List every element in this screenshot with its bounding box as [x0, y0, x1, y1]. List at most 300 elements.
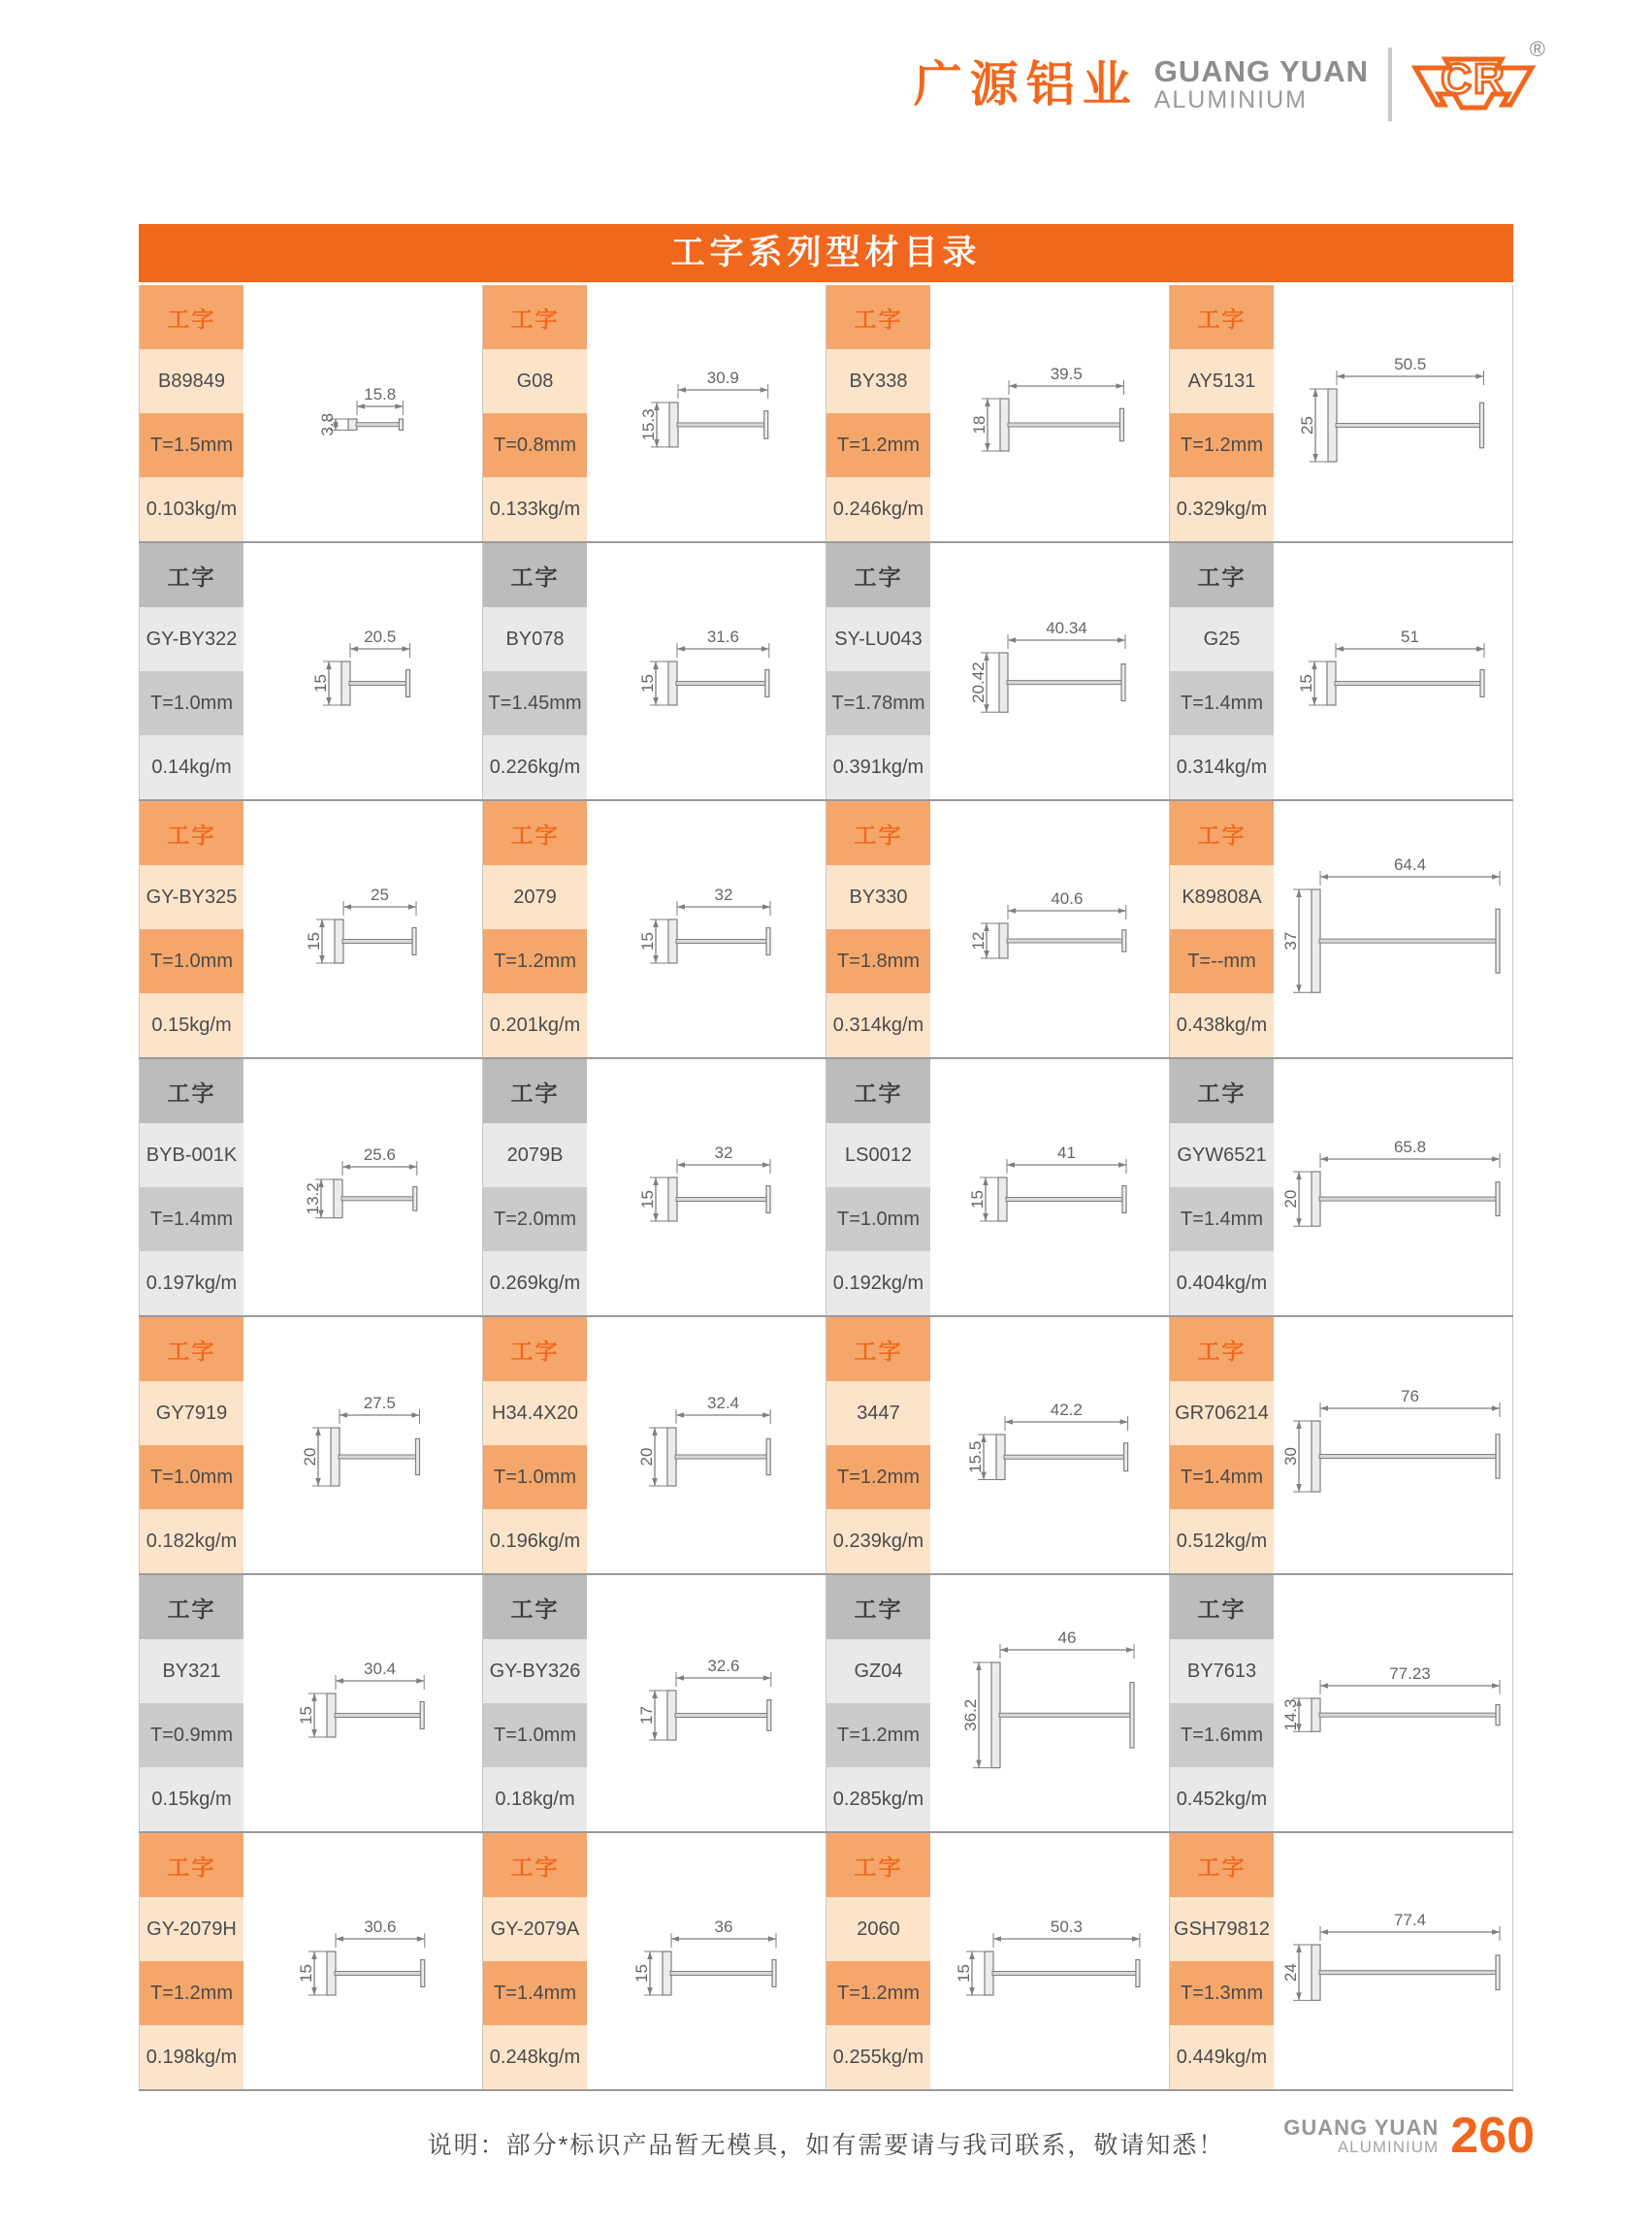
svg-text:13.2: 13.2	[304, 1182, 323, 1215]
profile-drawing	[243, 1317, 482, 1573]
product-label-column	[483, 1317, 587, 1573]
profile-drawing-svg	[963, 1146, 1136, 1229]
product-card	[139, 543, 483, 799]
category-label: 工字	[1170, 1575, 1274, 1639]
svg-text:15: 15	[1297, 673, 1315, 693]
profile-drawing	[930, 1059, 1169, 1315]
weight-label: 0.329kg/m	[1170, 477, 1274, 541]
profile-drawing	[930, 1575, 1169, 1831]
svg-text:30: 30	[1281, 1447, 1301, 1467]
catalog-title	[139, 224, 1513, 282]
weight-label: 0.246kg/m	[826, 477, 930, 541]
category-label: 工字	[826, 1059, 930, 1123]
weight-label: 0.239kg/m	[826, 1509, 930, 1573]
model-label: GY-BY325	[140, 865, 243, 929]
svg-text:17: 17	[636, 1705, 656, 1725]
profile-drawing	[930, 285, 1169, 541]
svg-text:41: 41	[1057, 1145, 1076, 1162]
product-card	[483, 801, 826, 1057]
profile-drawing-svg	[634, 371, 778, 455]
profile-drawing	[243, 801, 482, 1057]
model-label: B89849	[140, 349, 243, 413]
registered-mark: ®	[1529, 37, 1545, 61]
thickness-label: T=1.2mm	[1170, 413, 1274, 477]
profile-drawing-svg	[965, 368, 1134, 459]
weight-label: 0.438kg/m	[1170, 993, 1274, 1057]
svg-text:30.6: 30.6	[363, 1919, 397, 1936]
profile-drawing-svg	[299, 1148, 427, 1226]
thickness-label: T=1.2mm	[826, 1703, 930, 1767]
product-label-column	[826, 1059, 930, 1315]
weight-label: 0.255kg/m	[826, 2025, 930, 2089]
product-card	[1170, 1575, 1513, 1831]
category-label: 工字	[1170, 1059, 1274, 1123]
svg-text:50.5: 50.5	[1393, 357, 1427, 373]
footer-brand-block	[1283, 2108, 1535, 2164]
product-card	[1170, 1317, 1513, 1573]
weight-label: 0.314kg/m	[1170, 735, 1274, 799]
model-label: BY078	[483, 607, 587, 671]
weight-label: 0.133kg/m	[483, 477, 587, 541]
svg-text:32.4: 32.4	[706, 1397, 740, 1413]
model-label: AY5131	[1170, 349, 1274, 413]
category-label: 工字	[826, 1575, 930, 1639]
category-label: 工字	[140, 543, 243, 607]
weight-label: 0.198kg/m	[140, 2025, 243, 2089]
product-label-column	[483, 1575, 587, 1831]
weight-label: 0.226kg/m	[483, 735, 587, 799]
svg-text:31.6: 31.6	[706, 629, 740, 646]
svg-text:15: 15	[310, 673, 330, 693]
profile-drawing-svg	[950, 1920, 1150, 2003]
weight-label: 0.201kg/m	[483, 993, 587, 1057]
model-label: 3447	[826, 1381, 930, 1445]
profile-drawing-svg	[633, 1146, 780, 1229]
profile-drawing-svg	[632, 1397, 780, 1494]
profile-drawing-svg	[313, 388, 412, 437]
profile-drawing	[587, 285, 826, 541]
profile-drawing-svg	[1277, 1667, 1509, 1739]
profile-drawing	[587, 801, 826, 1057]
model-label: SY-LU043	[826, 607, 930, 671]
category-label: 工字	[483, 1317, 587, 1381]
product-card	[139, 285, 483, 541]
svg-text:15.5: 15.5	[966, 1440, 986, 1473]
category-label: 工字	[1170, 285, 1274, 349]
product-card	[1170, 543, 1513, 799]
weight-label: 0.314kg/m	[826, 993, 930, 1057]
model-label: K89808A	[1170, 865, 1274, 929]
product-card	[826, 285, 1170, 541]
svg-text:27.5: 27.5	[363, 1397, 397, 1412]
product-card	[483, 543, 826, 799]
product-card	[1170, 1059, 1513, 1315]
category-label: 工字	[483, 1575, 587, 1639]
thickness-label: T=1.4mm	[1170, 1445, 1274, 1509]
category-label: 工字	[140, 801, 243, 865]
svg-text:15: 15	[637, 1189, 657, 1209]
svg-text:65.8: 65.8	[1393, 1140, 1427, 1156]
footer-brand-line1: GUANG YUAN	[1283, 2114, 1440, 2140]
model-label: GY-2079H	[140, 1897, 243, 1961]
thickness-label: T=1.6mm	[1170, 1703, 1274, 1767]
profile-drawing	[587, 1059, 826, 1315]
weight-label: 0.248kg/m	[483, 2025, 587, 2089]
catalog-table	[139, 224, 1513, 2091]
model-label: BY338	[826, 349, 930, 413]
weight-label: 0.404kg/m	[1170, 1251, 1274, 1315]
category-label: 工字	[826, 285, 930, 349]
footer-note: 说明：部分*标识产品暂无模具，如有需要请与我司联系，敬请知悉！	[427, 2132, 1225, 2159]
category-label: 工字	[483, 801, 587, 865]
product-grid	[139, 285, 1513, 2091]
model-label: G08	[483, 349, 587, 413]
svg-text:15: 15	[968, 1189, 987, 1209]
category-label: 工字	[483, 543, 587, 607]
profile-drawing-svg	[292, 1662, 434, 1745]
product-label-column	[140, 285, 243, 541]
brand-en-line2: ALUMINIUM	[1153, 86, 1309, 114]
product-label-column	[1170, 1317, 1274, 1573]
weight-label: 0.103kg/m	[140, 477, 243, 541]
category-label: 工字	[1170, 543, 1274, 607]
product-card	[826, 543, 1170, 799]
profile-drawing-svg	[1277, 1141, 1509, 1234]
thickness-label: T=1.4mm	[483, 1961, 587, 2025]
svg-text:25.6: 25.6	[363, 1148, 397, 1165]
profile-drawing	[243, 543, 482, 799]
profile-drawing	[1274, 1833, 1512, 2089]
thickness-label: T=1.2mm	[826, 1961, 930, 2025]
svg-text:36: 36	[714, 1919, 732, 1936]
weight-label: 0.196kg/m	[483, 1509, 587, 1573]
weight-label: 0.391kg/m	[826, 735, 930, 799]
svg-text:39.5: 39.5	[1050, 368, 1084, 383]
thickness-label: T=1.4mm	[1170, 1187, 1274, 1251]
svg-text:76: 76	[1401, 1390, 1419, 1406]
profile-drawing	[243, 285, 482, 541]
product-label-column	[826, 1575, 930, 1831]
page-number: 260	[1450, 2108, 1535, 2164]
product-label-column	[1170, 543, 1274, 799]
product-card	[483, 1059, 826, 1315]
brand-divider	[1388, 48, 1392, 121]
weight-label: 0.15kg/m	[140, 993, 243, 1057]
model-label: G25	[1170, 607, 1274, 671]
product-label-column	[826, 1317, 930, 1573]
svg-text:77.4: 77.4	[1393, 1914, 1427, 1930]
cr-logo-icon	[1409, 37, 1545, 126]
svg-text:20.42: 20.42	[968, 661, 988, 704]
product-label-column	[140, 1575, 243, 1831]
category-label: 工字	[1170, 1833, 1274, 1897]
profile-drawing-svg	[1277, 1390, 1509, 1499]
svg-text:20: 20	[301, 1447, 320, 1467]
product-row	[139, 1831, 1513, 2089]
profile-drawing	[587, 1833, 826, 2089]
svg-text:32.6: 32.6	[706, 1659, 740, 1675]
weight-label: 0.512kg/m	[1170, 1509, 1274, 1573]
catalog-title-text: 工字系列型材目录	[670, 234, 982, 272]
svg-text:15: 15	[296, 1963, 315, 1983]
profile-drawing-svg	[300, 888, 426, 971]
svg-text:15.3: 15.3	[639, 408, 659, 441]
thickness-label: T=1.0mm	[483, 1445, 587, 1509]
category-label: 工字	[140, 1833, 243, 1897]
thickness-label: T=1.2mm	[826, 1445, 930, 1509]
product-label-column	[483, 801, 587, 1057]
product-card	[139, 1317, 483, 1573]
model-label: GY-BY322	[140, 607, 243, 671]
product-card	[139, 1833, 483, 2089]
product-card	[826, 1833, 1170, 2089]
profile-drawing	[1274, 1317, 1512, 1573]
product-card	[826, 801, 1170, 1057]
product-label-column	[140, 1059, 243, 1315]
profile-drawing	[1274, 285, 1512, 541]
product-row	[139, 285, 1513, 541]
thickness-label: T=1.4mm	[1170, 671, 1274, 735]
weight-label: 0.15kg/m	[140, 1767, 243, 1831]
svg-text:CR: CR	[1441, 55, 1506, 103]
thickness-label: T=0.9mm	[140, 1703, 243, 1767]
svg-text:46: 46	[1057, 1630, 1076, 1647]
thickness-label: T=1.0mm	[483, 1703, 587, 1767]
profile-drawing-svg	[296, 1397, 430, 1494]
svg-text:40.34: 40.34	[1046, 622, 1087, 638]
thickness-label: T=1.0mm	[140, 671, 243, 735]
product-card	[139, 1575, 483, 1831]
product-card	[1170, 1833, 1513, 2089]
footer-brand-text	[1283, 2116, 1439, 2156]
brand-name-chinese: 广源铝业	[913, 57, 1139, 112]
product-card	[826, 1317, 1170, 1573]
profile-drawing	[930, 543, 1169, 799]
profile-drawing-svg	[1277, 858, 1509, 1000]
product-label-column	[826, 543, 930, 799]
product-label-column	[140, 801, 243, 1057]
category-label: 工字	[140, 285, 243, 349]
weight-label: 0.285kg/m	[826, 1767, 930, 1831]
svg-text:12: 12	[968, 931, 988, 951]
thickness-label: T=--mm	[1170, 929, 1274, 993]
thickness-label: T=0.8mm	[483, 413, 587, 477]
thickness-label: T=1.2mm	[483, 929, 587, 993]
svg-text:24: 24	[1281, 1963, 1301, 1983]
weight-label: 0.197kg/m	[140, 1251, 243, 1315]
profile-drawing	[1274, 543, 1512, 799]
svg-text:64.4: 64.4	[1393, 857, 1427, 874]
profile-drawing	[1274, 1059, 1512, 1315]
product-label-column	[1170, 1059, 1274, 1315]
weight-label: 0.18kg/m	[483, 1767, 587, 1831]
product-card	[139, 1059, 483, 1315]
thickness-label: T=1.5mm	[140, 413, 243, 477]
model-label: H34.4X20	[483, 1381, 587, 1445]
model-label: GYW6521	[1170, 1123, 1274, 1187]
product-row	[139, 1315, 1513, 1573]
category-label: 工字	[826, 1833, 930, 1897]
svg-text:3.8: 3.8	[317, 413, 337, 436]
product-label-column	[1170, 285, 1274, 541]
product-row	[139, 1573, 1513, 1831]
thickness-label: T=1.78mm	[826, 671, 930, 735]
model-label: GR706214	[1170, 1381, 1274, 1445]
profile-drawing	[587, 1575, 826, 1831]
svg-text:32: 32	[714, 887, 732, 904]
product-label-column	[1170, 1575, 1274, 1831]
model-label: GSH79812	[1170, 1897, 1274, 1961]
thickness-label: T=1.45mm	[483, 671, 587, 735]
brand-en-line1: GUANG YUAN	[1153, 53, 1369, 88]
model-label: 2079B	[483, 1123, 587, 1187]
category-label: 工字	[1170, 801, 1274, 865]
weight-label: 0.14kg/m	[140, 735, 243, 799]
model-label: BY7613	[1170, 1639, 1274, 1703]
product-label-column	[826, 1833, 930, 2089]
svg-text:15: 15	[632, 1963, 651, 1983]
svg-text:51: 51	[1401, 629, 1419, 646]
svg-text:15: 15	[955, 1963, 974, 1983]
category-label: 工字	[140, 1575, 243, 1639]
model-label: BYB-001K	[140, 1123, 243, 1187]
svg-text:30.4: 30.4	[363, 1661, 397, 1678]
category-label: 工字	[826, 801, 930, 865]
svg-text:14.3: 14.3	[1281, 1698, 1301, 1731]
category-label: 工字	[483, 285, 587, 349]
profile-drawing-svg	[964, 622, 1135, 720]
product-card	[483, 1317, 826, 1573]
profile-drawing-svg	[307, 630, 420, 713]
category-label: 工字	[826, 543, 930, 607]
svg-text:25: 25	[371, 887, 389, 904]
category-label: 工字	[1170, 1317, 1274, 1381]
model-label: GY7919	[140, 1381, 243, 1445]
product-label-column	[1170, 1833, 1274, 2089]
thickness-label: T=1.0mm	[140, 1445, 243, 1509]
product-label-column	[1170, 801, 1274, 1057]
profile-drawing-svg	[632, 1660, 781, 1748]
profile-drawing	[243, 1575, 482, 1831]
product-label-column	[483, 1059, 587, 1315]
thickness-label: T=1.0mm	[826, 1187, 930, 1251]
brand-name-english	[1153, 53, 1369, 114]
product-label-column	[140, 543, 243, 799]
svg-text:20: 20	[1281, 1189, 1301, 1209]
svg-text:36.2: 36.2	[960, 1698, 980, 1731]
svg-text:20.5: 20.5	[363, 629, 397, 646]
product-card	[139, 801, 483, 1057]
product-card	[1170, 285, 1513, 541]
model-label: GY-BY326	[483, 1639, 587, 1703]
svg-text:32: 32	[714, 1145, 732, 1162]
brand-block	[913, 37, 1545, 126]
product-label-column	[826, 285, 930, 541]
category-label: 工字	[483, 1833, 587, 1897]
category-label: 工字	[483, 1059, 587, 1123]
svg-text:15: 15	[637, 931, 657, 951]
svg-text:42.2: 42.2	[1050, 1403, 1084, 1419]
profile-drawing-svg	[633, 888, 780, 971]
profile-drawing	[587, 543, 826, 799]
product-label-column	[483, 285, 587, 541]
thickness-label: T=1.4mm	[140, 1187, 243, 1251]
model-label: BY330	[826, 865, 930, 929]
product-row	[139, 1057, 1513, 1315]
svg-text:15: 15	[296, 1705, 315, 1725]
model-label: GY-2079A	[483, 1897, 587, 1961]
model-label: GZ04	[826, 1639, 930, 1703]
product-card	[826, 1059, 1170, 1315]
svg-text:40.6: 40.6	[1050, 892, 1084, 909]
profile-drawing-svg	[1277, 1914, 1509, 2008]
profile-drawing-svg	[628, 1920, 786, 2003]
profile-drawing	[1274, 801, 1512, 1057]
thickness-label: T=1.2mm	[826, 413, 930, 477]
product-card	[483, 1833, 826, 2089]
weight-label: 0.269kg/m	[483, 1251, 587, 1315]
thickness-label: T=1.0mm	[140, 929, 243, 993]
svg-text:15: 15	[305, 931, 323, 951]
svg-text:25: 25	[1297, 415, 1316, 435]
model-label: 2079	[483, 865, 587, 929]
thickness-label: T=1.8mm	[826, 929, 930, 993]
product-card	[483, 1575, 826, 1831]
svg-text:15.8: 15.8	[363, 388, 397, 404]
profile-drawing	[930, 1833, 1169, 2089]
profile-drawing-svg	[964, 892, 1136, 966]
product-label-column	[483, 1833, 587, 2089]
svg-text:37: 37	[1281, 931, 1301, 951]
weight-label: 0.452kg/m	[1170, 1767, 1274, 1831]
product-label-column	[140, 1317, 243, 1573]
category-label: 工字	[140, 1059, 243, 1123]
profile-drawing-svg	[1293, 358, 1494, 469]
svg-text:15: 15	[638, 673, 658, 693]
product-label-column	[140, 1833, 243, 2089]
model-label: BY321	[140, 1639, 243, 1703]
thickness-label: T=1.3mm	[1170, 1961, 1274, 2025]
profile-drawing	[930, 801, 1169, 1057]
product-row	[139, 541, 1513, 799]
model-label: LS0012	[826, 1123, 930, 1187]
profile-drawing-svg	[956, 1631, 1144, 1776]
svg-text:50.3: 50.3	[1050, 1919, 1084, 1936]
profile-drawing-svg	[633, 630, 779, 713]
profile-drawing	[1274, 1575, 1512, 1831]
weight-label: 0.449kg/m	[1170, 2025, 1274, 2089]
profile-drawing	[243, 1833, 482, 2089]
svg-text:18: 18	[970, 415, 989, 435]
profile-drawing-svg	[292, 1920, 435, 2003]
svg-text:20: 20	[636, 1447, 656, 1467]
product-row	[139, 799, 1513, 1057]
profile-drawing	[587, 1317, 826, 1573]
weight-label: 0.182kg/m	[140, 1509, 243, 1573]
profile-drawing-svg	[961, 1403, 1138, 1488]
model-label: 2060	[826, 1897, 930, 1961]
footer-brand-line2: ALUMINIUM	[1337, 2137, 1440, 2156]
category-label: 工字	[826, 1317, 930, 1381]
svg-text:77.23: 77.23	[1389, 1666, 1431, 1683]
weight-label: 0.192kg/m	[826, 1251, 930, 1315]
category-label: 工字	[140, 1317, 243, 1381]
product-card	[826, 1575, 1170, 1831]
svg-text:30.9: 30.9	[706, 371, 740, 388]
product-label-column	[826, 801, 930, 1057]
product-label-column	[483, 543, 587, 799]
profile-drawing	[243, 1059, 482, 1315]
